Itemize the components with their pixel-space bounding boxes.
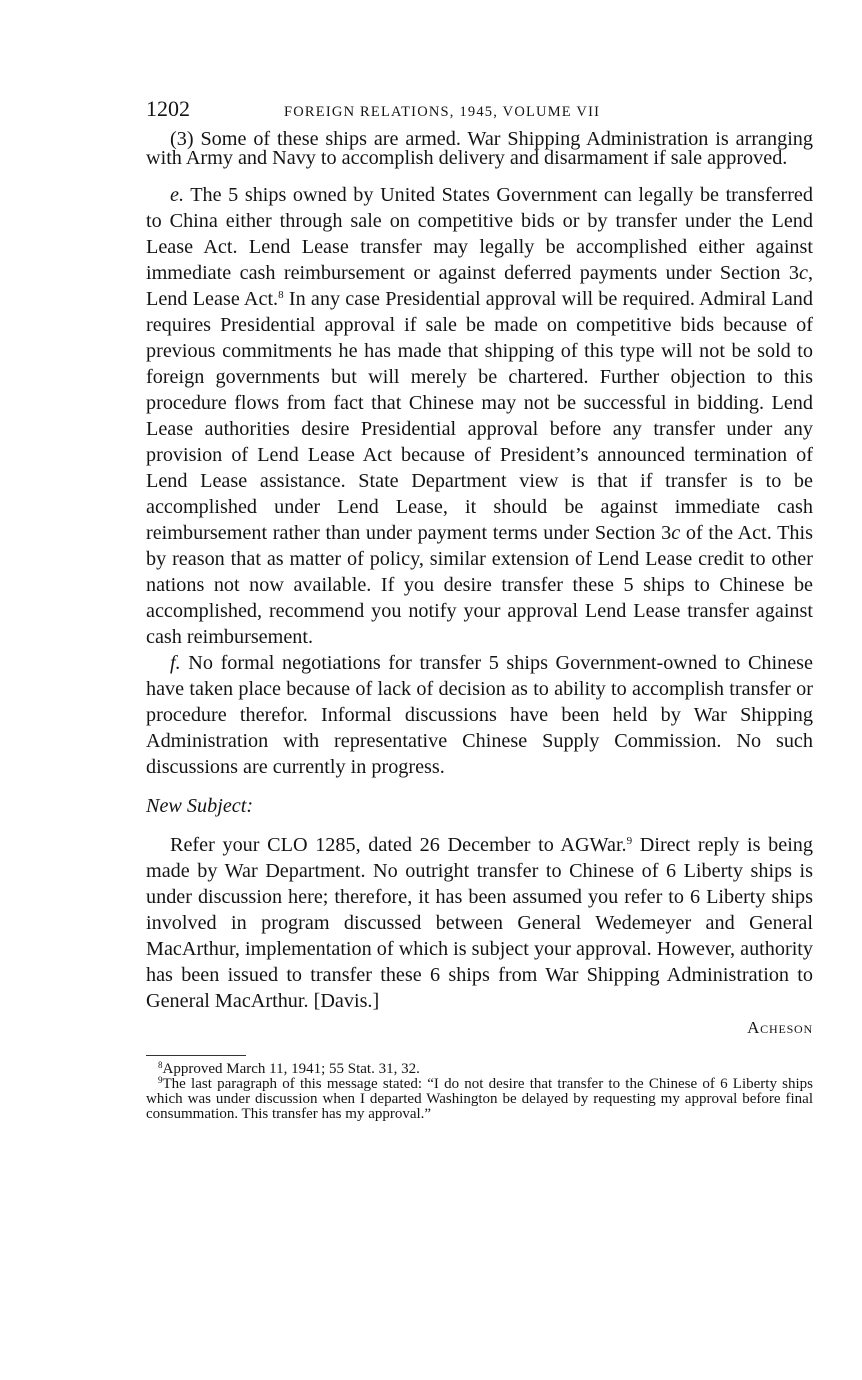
paragraph-e <box>146 182 813 650</box>
footnotes <box>146 1062 813 1122</box>
paragraph-f <box>146 650 813 780</box>
footnote-9-text: The last paragraph of this message stated: “I do not desire that transfer to the Chinese of 6 Liberty ships which was under discussion when I departed Washington be delayed by requesting my approval before final consummation. This transfer has my approval.” <box>146 1076 813 1122</box>
signature: Acheson <box>747 1018 813 1037</box>
footnote-9 <box>146 1077 813 1122</box>
new-subject-text-2: Direct reply is being made by War Department. No outright transfer to Chinese of 6 Liberty ships is under discussion here; therefore, it has been assumed you refer to 6 Liberty ships involved in program discussed between General Wedemeyer and General MacArthur, implementation of which is subject your approval. However, authority has been issued to transfer these 6 ships from War Shipping Administration to General MacArthur. [Davis.] <box>146 834 813 1012</box>
footnote-divider <box>146 1055 246 1056</box>
paragraph-f-label: f. <box>170 652 181 674</box>
footnote-8 <box>146 1062 813 1077</box>
footnote-ref-9[interactable]: 9 <box>626 835 633 847</box>
new-subject-text-1: Refer your CLO 1285, dated 26 December to AGWar. <box>170 834 627 856</box>
document-page <box>146 96 813 1122</box>
paragraph-f-text: No formal negotiations for transfer 5 ships Government-owned to Chinese have taken place because of lack of decision as to ability to accomplish transfer or procedure therefor. Informal discussions have been held by War Shipping Administration with representative Chinese Supply Commission. No such discussions are currently in progress. <box>146 652 813 778</box>
paragraph-e-text-1: The 5 ships owned by United States Government can legally be transferred to China either through sale on competitive bids or by transfer under the Lend Lease Act. Lend Lease transfer may legally be accomplished either against immediate cash reimbursement or against deferred payments under Section 3 <box>146 184 813 284</box>
page-number: 1202 <box>146 96 190 121</box>
section-letter-c: c <box>798 262 808 284</box>
paragraph-new-subject <box>146 832 813 1014</box>
paragraph-e-text-2: , Lend Lease Act. <box>146 262 813 310</box>
footnote-8-text: Approved March 11, 1941; 55 Stat. 31, 32. <box>162 1061 420 1077</box>
footnote-mark-8: 8 <box>158 1060 163 1070</box>
paragraph-e-text-4: of the Act. This by reason that as matter of policy, similar extension of Lend Lease credit to other nations not now available. If you desire transfer these 5 ships to Chinese be accomplished, recommend you notify your approval Lend Lease transfer against cash reimbursement. <box>146 522 813 648</box>
paragraph-e-label: e. <box>170 184 185 206</box>
footnote-mark-9: 9 <box>158 1075 163 1085</box>
page-header <box>146 96 813 130</box>
paragraph-e-text-3: In any case Presidential approval will be required. Admiral Land requires Presidential approval if sale be made on competitive bids because of previous commitments he has made that shipping of this type will not be sold to foreign governments but will merely be chartered. Further objection to this procedure flows from fact that Chinese may not be successful in bidding. Lend Lease authorities desire Presidential approval before any transfer under any provision of Lend Lease Act because of President’s announced termination of Lend Lease assistance. State Department view is that if transfer is to be accomplished under Lend Lease, it should be against immediate cash reimbursement rather than under payment terms under Section 3 <box>146 288 813 544</box>
new-subject-heading: New Subject: <box>146 795 254 817</box>
footnote-ref-8[interactable]: 8 <box>278 289 284 301</box>
section-letter-c: c <box>671 522 681 544</box>
running-title: FOREIGN RELATIONS, 1945, VOLUME VII <box>284 104 601 120</box>
paragraph-3: (3) Some of these ships are armed. War Shipping Administration is arranging with Army and Navy to accomplish delivery and disarmament if sale approved. <box>146 128 813 169</box>
